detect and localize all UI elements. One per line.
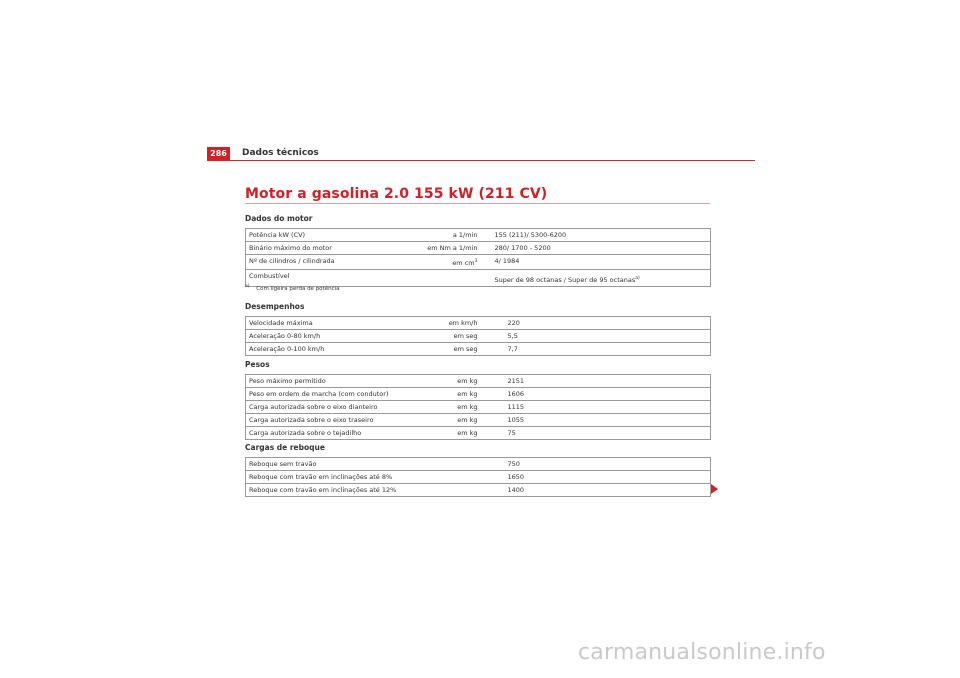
engine-table: [245, 228, 711, 287]
footnote-mark: a): [245, 284, 250, 289]
header-rule: [207, 160, 755, 161]
table-row: [246, 242, 711, 255]
row-value: 1055: [481, 414, 711, 427]
row-unit: em kg: [418, 427, 481, 440]
unit-text: em cm: [452, 259, 475, 267]
row-value: 1400: [481, 484, 711, 497]
table-row: [246, 343, 711, 356]
performance-table: [245, 316, 711, 356]
row-label: Carga autorizada sobre o tejadilho: [246, 427, 418, 440]
row-value: 7,7: [481, 343, 711, 356]
row-label: Carga autorizada sobre o eixo dianteiro: [246, 401, 418, 414]
row-label: Reboque com travão em inclinações até 12%: [246, 484, 481, 497]
row-label: Peso em ordem de marcha (com condutor): [246, 388, 418, 401]
towing-heading: Cargas de reboque: [245, 443, 325, 452]
row-value: 750: [481, 458, 711, 471]
weights-heading: Pesos: [245, 360, 270, 369]
weights-table: [245, 374, 711, 440]
row-value: 1650: [481, 471, 711, 484]
table-row: [246, 317, 711, 330]
table-row: [246, 484, 711, 497]
row-value: 2151: [481, 375, 711, 388]
row-label: Reboque com travão em inclinações até 8%: [246, 471, 481, 484]
table-row: [246, 330, 711, 343]
row-value: [481, 270, 711, 287]
row-value: 220: [481, 317, 711, 330]
title-rule: [245, 203, 710, 204]
row-value: 4/ 1984: [481, 255, 711, 270]
row-label: Velocidade máxima: [246, 317, 418, 330]
performance-heading: Desempenhos: [245, 302, 305, 311]
row-unit: em seg: [418, 343, 481, 356]
value-text: Super de 98 octanas / Super de 95 octanas: [494, 276, 636, 284]
row-value: 155 (211)/ 5300-6200: [481, 229, 711, 242]
row-label: Carga autorizada sobre o eixo traseiro: [246, 414, 418, 427]
watermark: carmanualsonline.info: [578, 640, 826, 665]
row-label: Combustível: [246, 270, 418, 287]
footnote: [245, 284, 340, 292]
table-row: [246, 401, 711, 414]
row-label: Reboque sem travão: [246, 458, 481, 471]
footnote-text: Com ligeira perda de potência: [256, 285, 340, 292]
row-value: 1115: [481, 401, 711, 414]
table-row: [246, 414, 711, 427]
continue-arrow-icon: [711, 484, 718, 494]
unit-superscript: 3: [474, 258, 478, 264]
table-row: [246, 375, 711, 388]
row-value: 5,5: [481, 330, 711, 343]
footnote-ref: a): [635, 275, 640, 281]
table-row: [246, 458, 711, 471]
row-label: Aceleração 0-80 km/h: [246, 330, 418, 343]
running-title: Dados técnicos: [242, 148, 319, 158]
table-row: [246, 471, 711, 484]
row-label: Peso máximo permitido: [246, 375, 418, 388]
row-unit: em km/h: [418, 317, 481, 330]
section-title: Motor a gasolina 2.0 155 kW (211 CV): [245, 186, 548, 202]
row-unit: em seg: [418, 330, 481, 343]
row-unit: em Nm a 1/min: [418, 242, 481, 255]
table-row: [246, 388, 711, 401]
row-unit: em kg: [418, 375, 481, 388]
towing-table: [245, 457, 711, 497]
table-row: [246, 427, 711, 440]
table-row: [246, 255, 711, 270]
table-row: [246, 229, 711, 242]
row-label: Aceleração 0-100 km/h: [246, 343, 418, 356]
engine-heading: Dados do motor: [245, 214, 313, 223]
row-unit: em kg: [418, 388, 481, 401]
row-unit: a 1/min: [418, 229, 481, 242]
row-value: 280/ 1700 - 5200: [481, 242, 711, 255]
row-label: Binário máximo do motor: [246, 242, 418, 255]
row-value: 1606: [481, 388, 711, 401]
row-unit: [418, 270, 481, 287]
row-unit: [418, 255, 481, 270]
row-unit: em kg: [418, 414, 481, 427]
row-label: Nº de cilindros / cilindrada: [246, 255, 418, 270]
row-value: 75: [481, 427, 711, 440]
row-unit: em kg: [418, 401, 481, 414]
page-number: 286: [207, 147, 230, 160]
row-label: Potência kW (CV): [246, 229, 418, 242]
